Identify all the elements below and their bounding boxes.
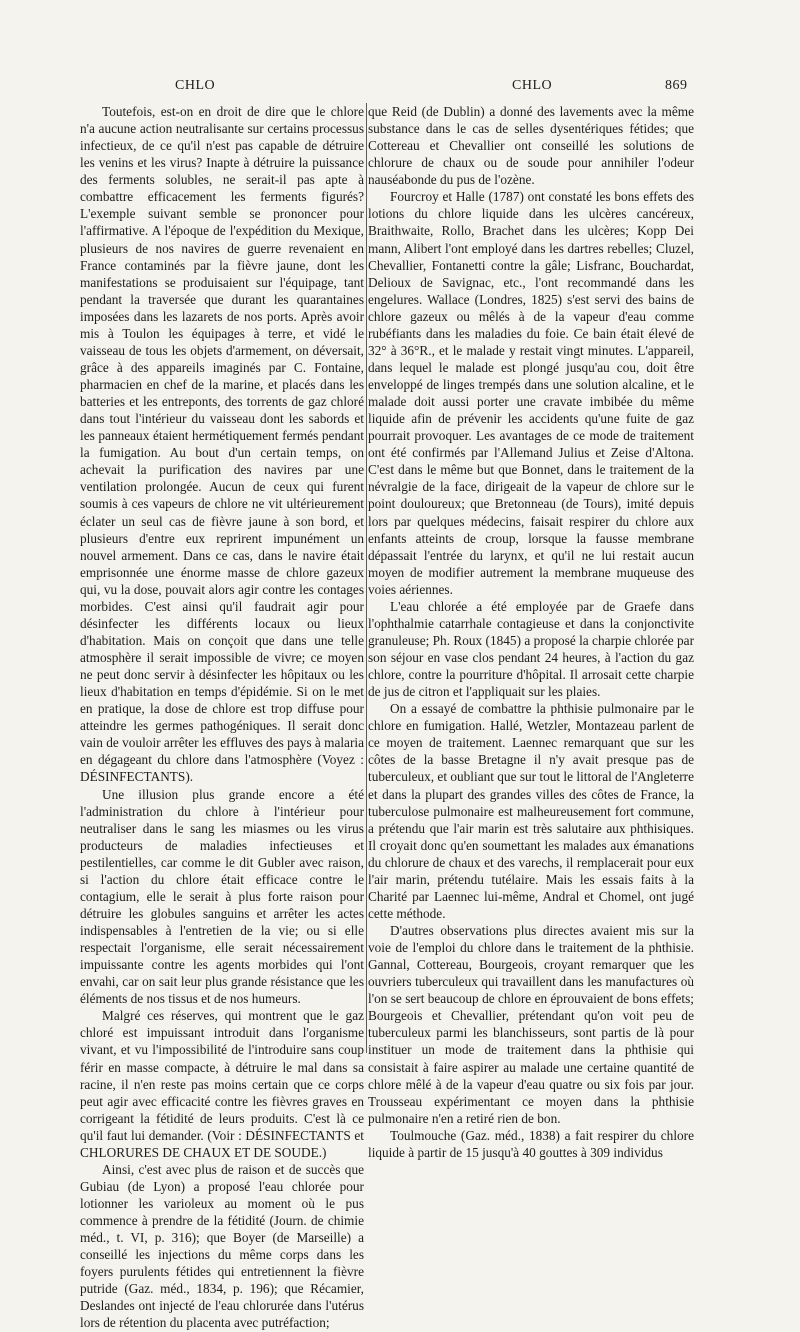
right-column [368, 103, 694, 1161]
left-column [80, 103, 364, 1332]
paragraph: Ainsi, c'est avec plus de raison et de succès que Gubiau (de Lyon) a proposé l'eau chlorée pour lotionner les varioleux au moment où le pus commence à prendre de la fétidité (Journ. de chimie méd., t. VI, p. 316); que Boyer (de Marseille) a conseillé les injections du même corps dans les foyers purulents fétides qui entretiennent la fièvre putride (Gaz. méd., 1834, p. 196); que Récamier, Deslandes ont injecté de l'eau chlorurée dans l'utérus lors de rétention du placenta avec putréfaction; [80, 1161, 364, 1331]
paragraph: Une illusion plus grande encore a été l'administration du chlore à l'intérieur pour neutraliser dans le sang les miasmes ou les virus producteurs de maladies infectieuses et pestilentielles, car comme le dit Gubler avec raison, si l'action du chlore était efficace contre le contagium, elle le serait à plus forte raison pour détruire les globules sanguins et arrêter les actes indispensables à l'entretien de la vie; ou si elle respectait l'organisme, elle serait nécessairement impuissante contre les agents morbides qui l'ont envahi, car on sait leur plus grande résistance que les éléments de nos tissus et de nos humeurs. [80, 786, 364, 1007]
paragraph: Toulmouche (Gaz. méd., 1838) a fait respirer du chlore liquide à partir de 15 jusqu'à 40 gouttes à 309 individus [368, 1127, 694, 1160]
paragraph: D'autres observations plus directes avaient mis sur la voie de l'emploi du chlore dans le traitement de la phthisie. Gannal, Cottereau, Bourgeois, croyant remarquer que les ouvriers tuberculeux qui travaillent dans les manufactures où l'on se sert beaucoup de chlore en éprouvaient de bons effets; Bourgeois et Chevallier, prétendant qu'on voit peu de tuberculeux parmi les blanchisseurs, sont partis de là pour instituer un mode de traitement dans la phthisie qui consistait à faire aspirer au malade une certaine quantité de chlore mêlé à de la vapeur d'eau quatre ou six fois par jour. Trousseau expérimentant ce moyen dans la phthisie pulmonaire n'en a retiré rien de bon. [368, 923, 694, 1126]
running-header [0, 78, 800, 102]
paragraph: Fourcroy et Halle (1787) ont constaté les bons effets des lotions du chlore liquide dans les ulcères cancéreux, Braithwaite, Rollo, Brachet dans les ulcères; Kopp Dei mann, Alibert l'ont employé dans les dartres rebelles; Cluzel, Chevallier, Fontanetti contre la gâle; Lisfranc, Bouchardat, Delioux de Savignac, etc., l'ont recommandé dans les engelures. Wallace (Londres, 1825) s'est servi des bains de chlore gazeux ou mêlés à de la vapeur d'eau comme rubéfiants dans les maladies du foie. Ce bain était élevé de 32° à 36°R., et le malade y restait vingt minutes. L'appareil, dans lequel le malade est plongé jusqu'au cou, doit être enveloppé de linges trempés dans une solution alcaline, et le malade doit aussi porter une cravate imbibée du même liquide afin de prévenir les accidents qu'une fuite de gaz pourrait provoquer. Les avantages de ce mode de traitement ont été confirmés par l'Allemand Julius et Zeise d'Altona. C'est dans le même but que Bonnet, dans le traitement de la névralgie de la face, dirigeait de la vapeur de chlore sur le point douloureux; que Bretonneau (de Tours), imité depuis lors par quelques médecins, faisait respirer du chlore aux enfants atteints de croup, lorsque la fausse membrane dépassait l'entrée du larynx, et qu'il ne lui restait aucun moyen de modifier autrement la membrane muqueuse des voies aériennes. [368, 189, 694, 597]
paragraph: L'eau chlorée a été employée par de Graefe dans l'ophthalmie catarrhale contagieuse et dans la conjonctivite granuleuse; Ph. Roux (1845) a proposé la charpie chlorée par son séjour en vase clos pendant 24 heures, à l'action du gaz chlore, contre la pourriture d'hôpital. Il arrosait cette charpie de jus de citron et l'appliquait sur les plaies. [368, 598, 694, 700]
page-number: 869 [665, 78, 688, 93]
header-right-title: CHLO [512, 78, 553, 93]
paragraph: Malgré ces réserves, qui montrent que le gaz chloré est impuissant introduit dans l'organisme vivant, et vu l'impossibilité de l'introduire sans coup férir en masse compacte, à détruire le mal dans sa racine, il n'en reste pas moins certain que ce corps peut agir avec efficacité contre les fièvres graves en corrigeant la fétidité de leurs produits. C'est là ce qu'il faut lui demander. (Voir : DÉSINFECTANTS et CHLORURES DE CHAUX ET DE SOUDE.) [80, 1008, 364, 1160]
paragraph: On a essayé de combattre la phthisie pulmonaire par le chlore en fumigation. Hallé, Wetzler, Montazeau parlent de ce moyen de traitement. Laennec remarquant que sur les côtes de la basse Bretagne il n'y avait presque pas de tuberculeux, et oubliant que sur tout le littoral de l'Angleterre et dans la plupart des grandes villes des côtes de France, la tuberculose pulmonaire est malheureusement fort commune, a prétendu que l'air marin est très salutaire aux phthisiques. Il croyait donc qu'en soumettant les malades aux émanations du chlorure de chaux et des varechs, il remplacerait pour eux l'air marin, prétendu tutélaire. Mais les essais faits à la Charité par Laennec lui-même, Andral et Chomel, ont jugé cette méthode. [368, 701, 694, 921]
column-divider [366, 103, 367, 1053]
paragraph: Toutefois, est-on en droit de dire que le chlore n'a aucune action neutralisante sur certains processus infectieux, de ce qu'il n'est pas capable de détruire les venins et les virus? Inapte à détruire la puissance des ferments solubles, ne serait-il pas apte à combattre efficacement les ferments figurés? L'exemple suivant semble se prononcer pour l'affirmative. A l'époque de l'expédition du Mexique, plusieurs de nos navires de guerre revenaient en France contaminés par la fièvre jaune, dont les manifestations se produisaient sur l'équipage, tant pendant la traversée que durant les quarantaines imposées dans les lazarets de nos ports. Après avoir mis à Toulon les équipages à terre, et vidé le vaisseau de tous les objets d'armement, on déversait, grâce à des appareils imaginés par C. Fontaine, pharmacien en chef de la marine, et placés dans les batteries et les entreponts, des torrents de gaz chloré dans tout l'intérieur du vaisseau dont les sabords et les panneaux étaient hermétiquement fermés pendant la fumigation. Au bout d'un certain temps, on achevait la purification des navires par une ventilation prolongée. Aucun de ceux qui furent soumis à ces vapeurs de chlore ne vit ultérieurement éclater un seul cas de fièvre jaune à son bord, et plusieurs d'entre eux reprirent impunément un nouvel armement. Dans ce cas, dans le navire était emprisonnée une énorme masse de chlore gazeux qui, vu la dose, pouvait alors agir contre les contages morbides. C'est ainsi qu'il faudrait agir pour désinfecter les différents locaux ou lieux d'habitation. Mais on conçoit que dans une telle atmosphère il serait impossible de vivre; ce moyen ne peut donc servir à désinfecter les hôpitaux ou les lieux d'habitation en temps d'épidémie. Si on le met en pratique, la dose de chlore est trop diffuse pour atteindre les germes pathogéniques. Il serait donc vain de vouloir arrêter les effluves des pays à malaria en dégageant du chlore dans l'atmosphère (Voyez : DÉSINFECTANTS). [80, 104, 364, 785]
paragraph: que Reid (de Dublin) a donné des lavements avec la même substance dans le cas de selles dysentériques fétides; que Cottereau et Chevallier ont conseillé les solutions de chlorure de chaux ou de soude pour annihiler l'odeur nauséabonde du pus de l'ozène. [368, 104, 694, 188]
header-left-title: CHLO [175, 78, 216, 93]
